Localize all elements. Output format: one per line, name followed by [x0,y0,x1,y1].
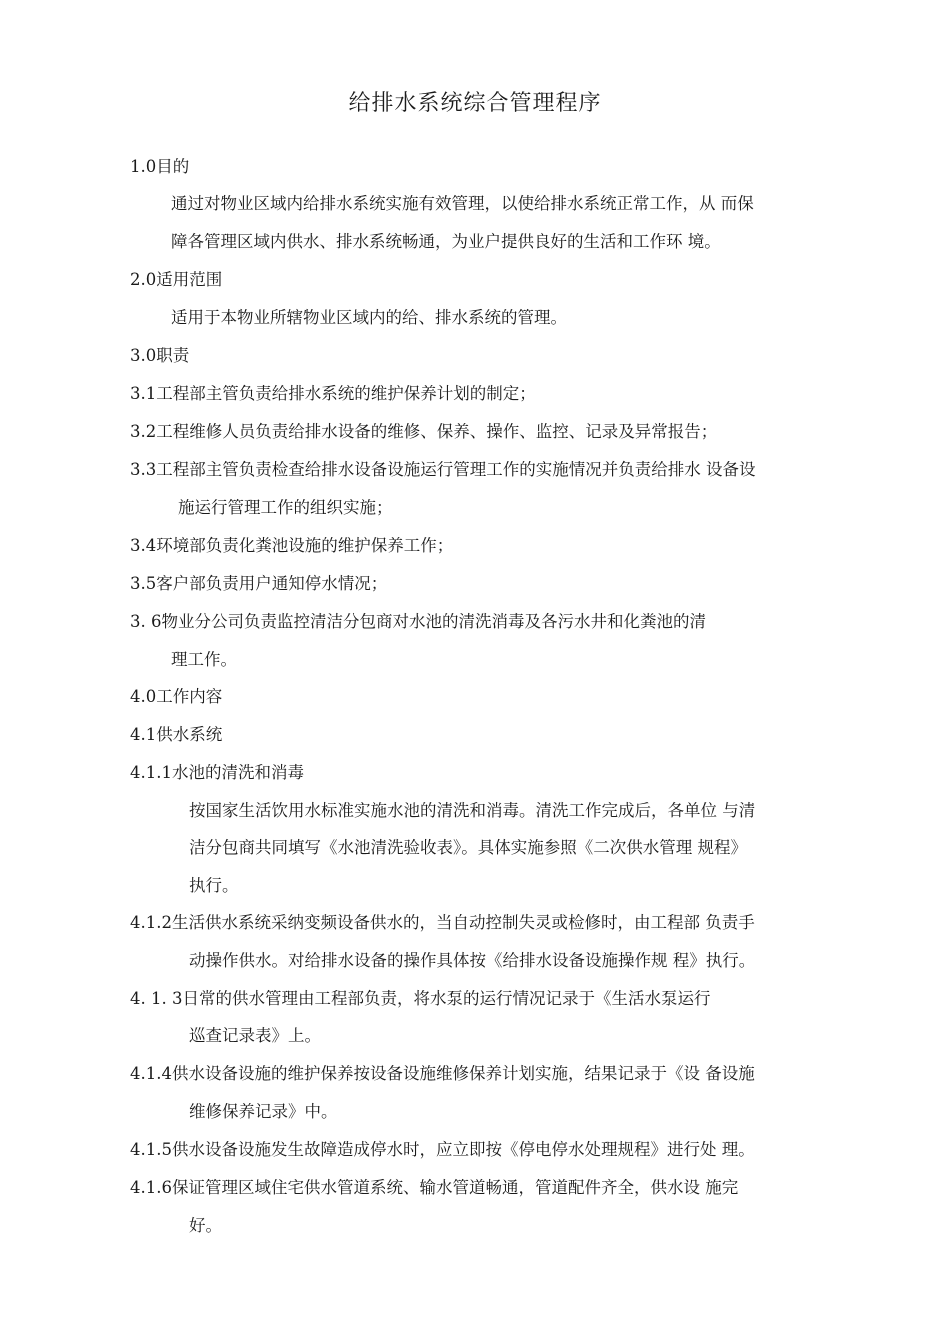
list-item: 4.1.5供水设备设施发生故障造成停水时，应立即按《停电停水处理规程》进行处 理。 [130,1140,755,1159]
list-item: 3.3工程部主管负责检查给排水设备设施运行管理工作的实施情况并负责给排水 设备设 [130,460,756,479]
list-item: 3. 6物业分公司负责监控清洁分包商对水池的清洗消毒及各污水井和化粪池的清 [130,612,706,631]
subsection-heading: 4.1.1水池的清洗和消毒 [130,763,304,782]
list-item-continuation: 维修保养记录》中。 [189,1102,338,1121]
section-heading: 1.0目的 [130,157,190,176]
list-item: 3.2工程维修人员负责给排水设备的维修、保养、操作、监控、记录及异常报告； [130,422,718,441]
list-item: 3.4环境部负责化粪池设施的维护保养工作； [130,536,454,555]
paragraph-line: 障各管理区域内供水、排水系统畅通，为业户提供良好的生活和工作环 境。 [171,232,721,251]
paragraph-line: 按国家生活饮用水标准实施水池的清洗和消毒。清洗工作完成后，各单位 与清 [189,801,756,820]
paragraph-line: 执行。 [189,876,239,895]
list-item: 4.1.2生活供水系统采纳变频设备供水的，当自动控制失灵或检修时，由工程部 负责手 [130,913,755,932]
list-item-continuation: 动操作供水。对给排水设备的操作具体按《给排水设备设施操作规 程》执行。 [189,951,756,970]
subsection-heading: 4.1供水系统 [130,725,223,744]
list-item-continuation: 理工作。 [171,650,237,669]
list-item: 4.1.4供水设备设施的维护保养按设备设施维修保养计划实施，结果记录于《设 备设施 [130,1064,755,1083]
list-item-continuation: 施运行管理工作的组织实施； [178,498,393,517]
document-title: 给排水系统综合管理程序 [348,91,602,116]
list-item-continuation: 巡查记录表》上。 [189,1026,321,1045]
list-item: 3.5客户部负责用户通知停水情况； [130,574,388,593]
list-item: 4.1.6保证管理区域住宅供水管道系统、输水管道畅通，管道配件齐全，供水设 施完 [130,1178,739,1197]
section-heading: 3.0职责 [130,346,190,365]
paragraph-line: 通过对物业区域内给排水系统实施有效管理，以使给排水系统正常工作，从 而保 [171,194,754,213]
section-heading: 2.0适用范围 [130,270,223,289]
paragraph-line: 洁分包商共同填写《水池清洗验收表》。具体实施参照《二次供水管理 规程》 [189,838,747,857]
list-item: 3.1工程部主管负责给排水系统的维护保养计划的制定； [130,384,536,403]
list-item-continuation: 好。 [189,1216,222,1235]
list-item: 4. 1. 3日常的供水管理由工程部负责，将水泵的运行情况记录于《生活水泵运行 [130,989,711,1008]
paragraph-line: 适用于本物业所辖物业区域内的给、排水系统的管理。 [171,308,567,327]
section-heading: 4.0工作内容 [130,687,223,706]
